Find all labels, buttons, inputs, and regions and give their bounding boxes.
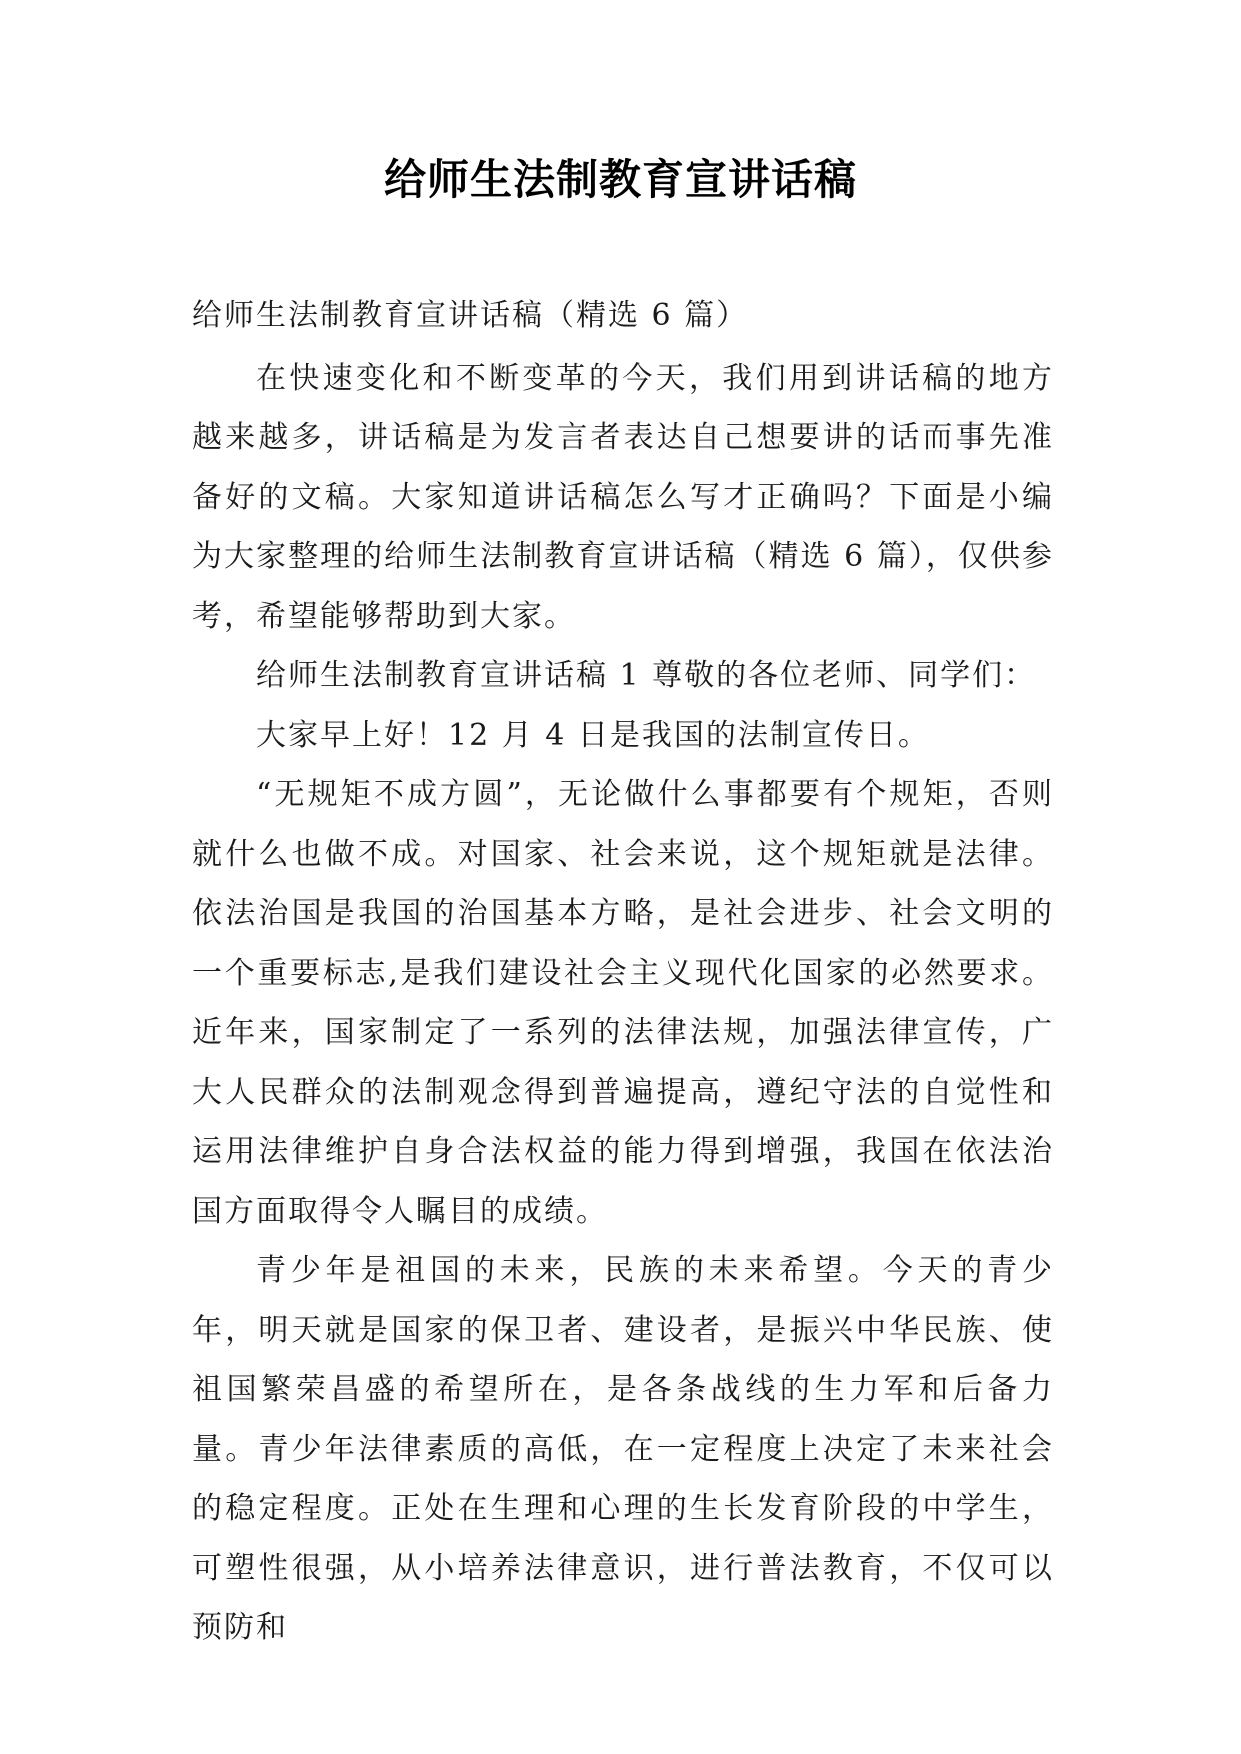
paragraph-greeting: 大家早上好！12 月 4 日是我国的法制宣传日。 bbox=[256, 717, 930, 753]
document-subtitle: 给师生法制教育宣讲话稿（精选 6 篇） bbox=[192, 298, 749, 333]
document-body bbox=[192, 286, 1054, 1658]
paragraph-speech-heading: 给师生法制教育宣讲话稿 1 尊敬的各位老师、同学们： bbox=[256, 658, 1037, 693]
paragraph-youth: 青少年是祖国的未来，民族的未来希望。今天的青少年，明天就是国家的保卫者、建设者，是振兴中华民族、使祖国繁荣昌盛的希望所在，是各条战线的生力军和后备力量。青少年法律素质的高低，在一定程度上决定了未来社会的稳定程度。正处在生理和心理的生长发育阶段的中学生，可塑性很强，从小培养法律意识，进行普法教育，不仅可以预防和 bbox=[192, 1253, 1054, 1645]
paragraph-intro: 在快速变化和不断变革的今天，我们用到讲话稿的地方越来越多，讲话稿是为发言者表达自己想要讲的话而事先准备好的文稿。大家知道讲话稿怎么写才正确吗？下面是小编为大家整理的给师生法制教育宣讲话稿（精选 6 篇），仅供参考，希望能够帮助到大家。 bbox=[192, 360, 1054, 634]
document-title: 给师生法制教育宣讲话稿 bbox=[383, 155, 857, 204]
paragraph-rules: “无规矩不成方圆”，无论做什么事都要有个规矩，否则就什么也做不成。对国家、社会来说，这个规矩就是法律。依法治国是我国的治国基本方略，是社会进步、社会文明的一个重要标志,是我们建设社会主义现代化国家的必然要求。近年来，国家制定了一系列的法律法规，加强法律宣传，广大人民群众的法制观念得到普遍提高，遵纪守法的自觉性和运用法律维护自身合法权益的能力得到增强，我国在依法治国方面取得令人瞩目的成绩。 bbox=[192, 777, 1054, 1229]
